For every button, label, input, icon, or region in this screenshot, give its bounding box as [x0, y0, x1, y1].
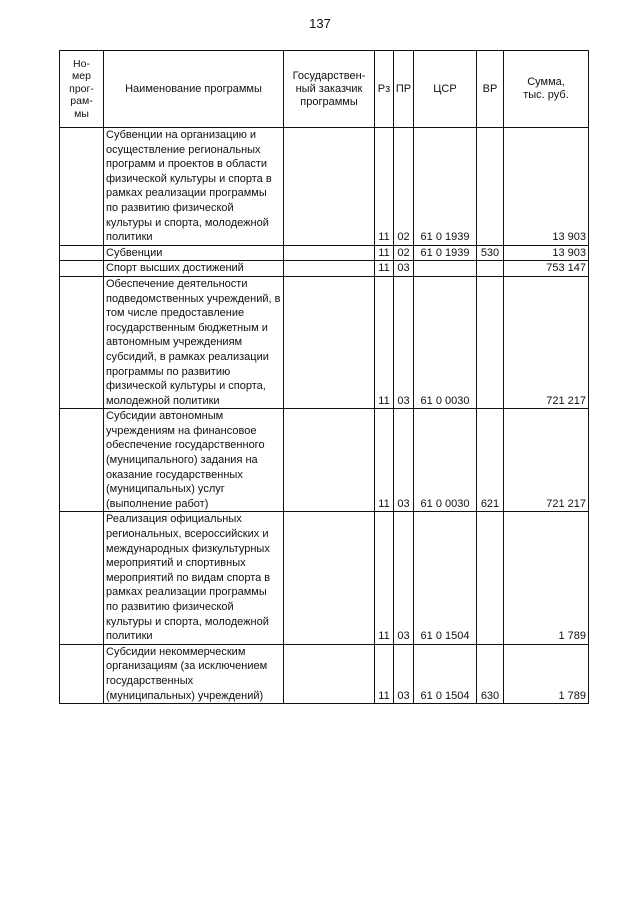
state-customer-cell [284, 409, 375, 512]
program-name-cell: Спорт высших достижений [104, 261, 284, 277]
csr-cell: 61 0 0030 [414, 276, 477, 408]
table-row [60, 245, 589, 261]
header-row [60, 51, 589, 128]
amount-cell: 753 147 [504, 261, 589, 277]
vr-cell [477, 512, 504, 644]
vr-cell: 530 [477, 245, 504, 261]
program-number-cell [60, 409, 104, 512]
header-state-customer: Государствен- ный заказчик программы [284, 51, 375, 128]
program-name-cell: Обеспечение деятельности подведомственных учреждений, в том числе предоставление государственным бюджетным и автономным учреждениям субсидий, в рамках реализации программы по развитию физической культуры и спорта, молодежной политики [104, 276, 284, 408]
csr-cell: 61 0 1504 [414, 512, 477, 644]
table-row [60, 128, 589, 246]
amount-cell: 1 789 [504, 644, 589, 703]
header-rz: Рз [375, 51, 394, 128]
pr-cell: 02 [394, 128, 414, 246]
state-customer-cell [284, 276, 375, 408]
budget-table [59, 50, 589, 704]
vr-cell [477, 276, 504, 408]
header-csr: ЦСР [414, 51, 477, 128]
pr-cell: 03 [394, 409, 414, 512]
amount-cell: 721 217 [504, 276, 589, 408]
header-vr: ВР [477, 51, 504, 128]
csr-cell [414, 261, 477, 277]
program-number-cell [60, 128, 104, 246]
rz-cell: 11 [375, 245, 394, 261]
csr-cell: 61 0 1939 [414, 245, 477, 261]
header-pr: ПР [394, 51, 414, 128]
amount-cell: 13 903 [504, 245, 589, 261]
state-customer-cell [284, 261, 375, 277]
table-row [60, 276, 589, 408]
vr-cell: 621 [477, 409, 504, 512]
page-number: 137 [309, 16, 331, 31]
table-row [60, 644, 589, 703]
table-row [60, 512, 589, 644]
state-customer-cell [284, 644, 375, 703]
program-name-cell: Субсидии некоммерческим организациям (за исключением государственных (муниципальных) учреждений) [104, 644, 284, 703]
program-number-cell [60, 245, 104, 261]
program-name-cell: Субвенции [104, 245, 284, 261]
pr-cell: 03 [394, 644, 414, 703]
program-name-cell: Реализация официальных региональных, всероссийских и международных физкультурных мероприятий и спортивных мероприятий по видам спорта в рамках реализации программы по развитию физической культуры и спорта, молодежной политики [104, 512, 284, 644]
csr-cell: 61 0 1939 [414, 128, 477, 246]
rz-cell: 11 [375, 644, 394, 703]
rz-cell: 11 [375, 261, 394, 277]
header-program-number: Но- мер прог- рам- мы [60, 51, 104, 128]
state-customer-cell [284, 245, 375, 261]
state-customer-cell [284, 128, 375, 246]
program-number-cell [60, 276, 104, 408]
rz-cell: 11 [375, 512, 394, 644]
amount-cell: 1 789 [504, 512, 589, 644]
program-number-cell [60, 261, 104, 277]
csr-cell: 61 0 0030 [414, 409, 477, 512]
vr-cell [477, 261, 504, 277]
pr-cell: 03 [394, 261, 414, 277]
header-program-name: Наименование программы [104, 51, 284, 128]
amount-cell: 721 217 [504, 409, 589, 512]
program-number-cell [60, 644, 104, 703]
vr-cell [477, 128, 504, 246]
pr-cell: 03 [394, 276, 414, 408]
table-row [60, 409, 589, 512]
rz-cell: 11 [375, 128, 394, 246]
program-name-cell: Субсидии автономным учреждениям на финансовое обеспечение государственного (муниципального) задания на оказание государственных (муниципальных) услуг (выполнение работ) [104, 409, 284, 512]
header-amount: Сумма, тыс. руб. [504, 51, 589, 128]
pr-cell: 02 [394, 245, 414, 261]
csr-cell: 61 0 1504 [414, 644, 477, 703]
pr-cell: 03 [394, 512, 414, 644]
table-row [60, 261, 589, 277]
state-customer-cell [284, 512, 375, 644]
rz-cell: 11 [375, 409, 394, 512]
program-name-cell: Субвенции на организацию и осуществление региональных программ и проектов в области физической культуры и спорта в рамках реализации программы по развитию физической культуры и спорта, молодежной политики [104, 128, 284, 246]
vr-cell: 630 [477, 644, 504, 703]
program-number-cell [60, 512, 104, 644]
rz-cell: 11 [375, 276, 394, 408]
amount-cell: 13 903 [504, 128, 589, 246]
